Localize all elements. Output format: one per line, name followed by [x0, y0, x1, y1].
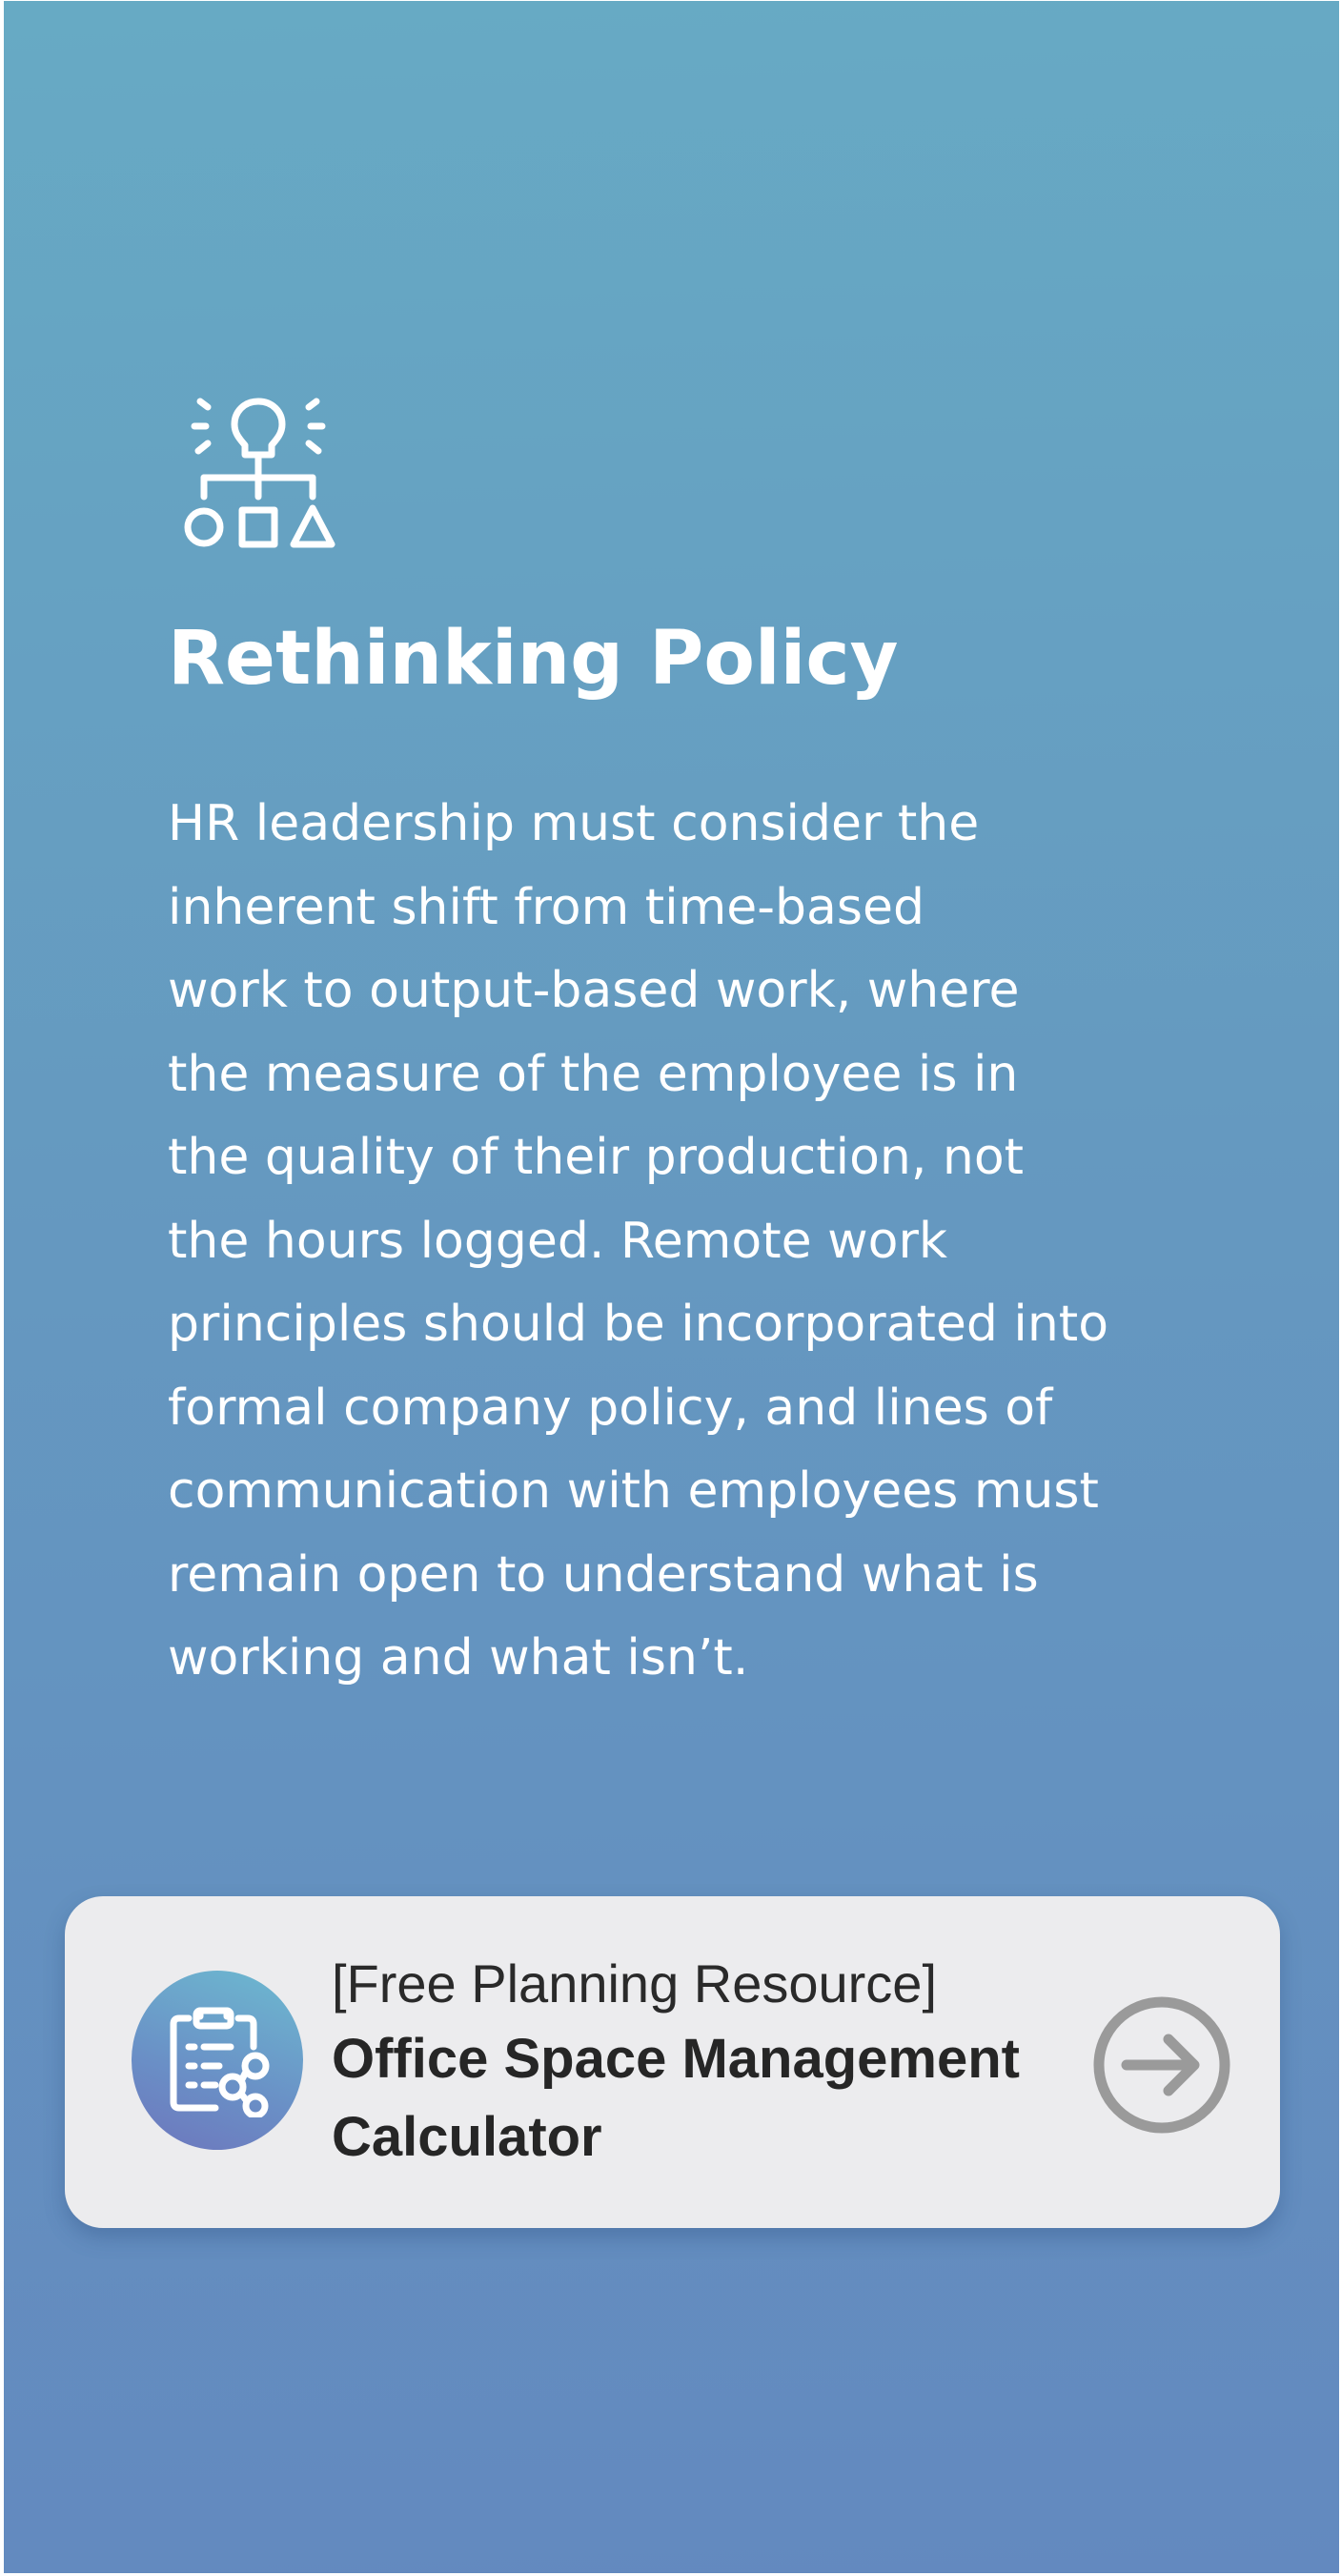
body-line: the quality of their production, not: [168, 1129, 1025, 1186]
resource-cta-card[interactable]: [65, 1896, 1280, 2228]
body-line: work to output-based work, where: [168, 962, 1020, 1019]
body-line: principles should be incorporated into: [168, 1296, 1109, 1353]
body-line: inherent shift from time-based: [168, 878, 925, 936]
body-line: the hours logged. Remote work: [168, 1212, 947, 1270]
body-line: working and what isn’t.: [168, 1629, 749, 1687]
section-body: [168, 783, 1235, 1701]
body-line: HR leadership must consider the: [168, 795, 980, 852]
body-line: remain open to understand what is: [168, 1545, 1039, 1604]
cta-kicker: [Free Planning Resource]: [332, 1953, 938, 2014]
body-line: communication with employees must: [168, 1462, 1099, 1520]
clipboard-share-icon: [160, 2003, 274, 2117]
cta-icon-badge: [132, 1971, 303, 2150]
policy-flowchart-icon: [181, 390, 335, 554]
body-line: the measure of the employee is in: [168, 1045, 1019, 1103]
cta-title: Office Space Management Calculator: [332, 2028, 1020, 2168]
section-title: Rethinking Policy: [168, 616, 899, 702]
arrow-right-circle-icon[interactable]: [1092, 1995, 1231, 2135]
body-line: formal company policy, and lines of: [168, 1379, 1053, 1437]
